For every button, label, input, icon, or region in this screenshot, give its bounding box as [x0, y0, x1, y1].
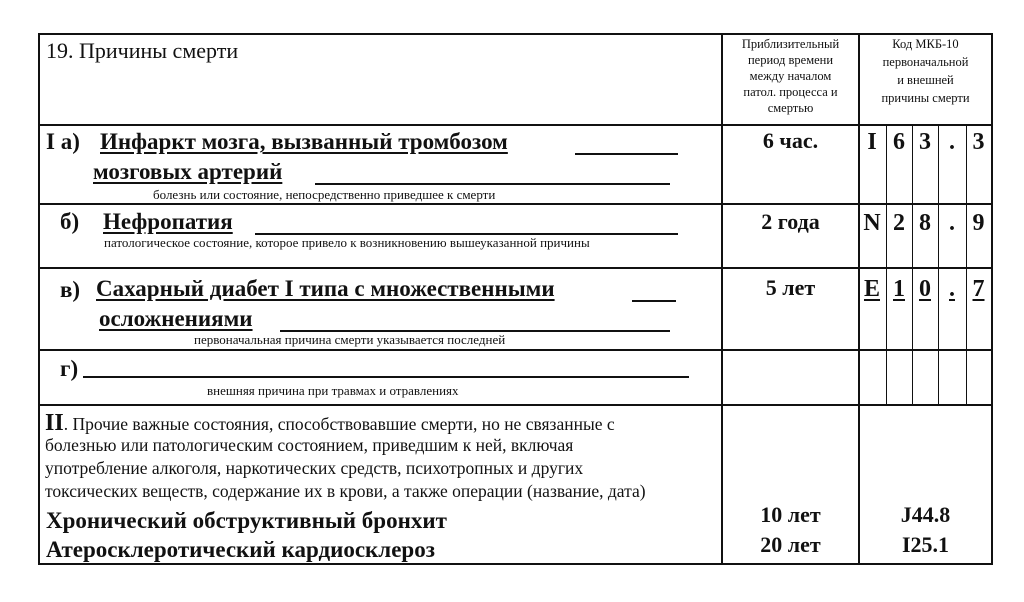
row-a-code-4: . — [949, 129, 955, 155]
table-border-left — [38, 33, 40, 565]
row-c-code-4: . — [949, 276, 955, 302]
row-divider — [38, 267, 993, 269]
row-a-period: 6 час. — [762, 128, 819, 153]
row-b-caption: патологическое состояние, которое привело к возникновению вышеуказанной причины — [104, 235, 590, 250]
section-2-diagnosis: Хронический обструктивный бронхит — [46, 508, 447, 533]
row-a-code-2: 6 — [893, 129, 905, 155]
row-a-code-5: 3 — [972, 129, 985, 155]
section-2-icd-code: I25.1 — [901, 532, 950, 557]
row-a-code-1: I — [867, 129, 877, 155]
section-2-roman: II — [45, 410, 64, 436]
fill-line — [632, 300, 676, 302]
fill-line — [315, 183, 670, 185]
row-a-diagnosis-line1: Инфаркт мозга, вызванный тромбозом — [100, 129, 508, 154]
section-2-desc-line3: употребление алкоголя, наркотических средств, психотропных и других — [45, 458, 584, 478]
code-cell-divider — [886, 124, 887, 405]
row-c-label: в) — [60, 277, 81, 302]
section-2-period: 10 лет — [760, 502, 821, 527]
row-b-code-4: . — [949, 210, 955, 236]
code-cell-divider — [966, 124, 967, 405]
row-c-period: 5 лет — [765, 275, 816, 300]
section-2-desc-line4: токсических веществ, содержание их в крови, а также операции (название, дата) — [45, 481, 646, 501]
table-border-right — [991, 33, 993, 565]
section-2-desc-line2: болезнью или патологическим состоянием, приведшим к ней, включая — [45, 435, 574, 455]
row-divider — [38, 124, 993, 126]
row-b-label: б) — [60, 209, 80, 234]
row-b-code-2: 2 — [893, 210, 905, 236]
row-d-fill-line — [83, 376, 689, 378]
row-c-diagnosis-line2: осложнениями — [99, 306, 253, 331]
row-a-label: I а) — [46, 129, 80, 154]
row-divider — [38, 349, 993, 351]
row-b-period: 2 года — [761, 209, 820, 234]
table-border-top — [38, 33, 993, 35]
period-column-header: Приблизительный период времени между началом патол. процесса и смертью — [741, 37, 840, 115]
row-d-caption: внешняя причина при травмах и отравлениях — [207, 383, 459, 398]
icd-code-column-header: Код МКБ-10 первоначальной и внешней причины смерти — [881, 37, 970, 105]
fill-line — [575, 153, 678, 155]
code-cell-divider — [938, 124, 939, 405]
row-divider — [38, 203, 993, 205]
code-cell-divider — [912, 124, 913, 405]
row-b-code-1: N — [863, 210, 881, 236]
row-c-code-5: 7 — [972, 276, 985, 302]
row-d-label: г) — [60, 356, 79, 381]
row-b-code-3: 8 — [919, 210, 931, 236]
row-divider — [38, 404, 993, 406]
table-border-bottom — [38, 563, 993, 565]
section-title: 19. Причины смерти — [46, 38, 239, 63]
row-c-code-2: 1 — [893, 276, 905, 302]
row-a-caption: болезнь или состояние, непосредственно приведшее к смерти — [153, 187, 496, 202]
section-2-desc-line1: II. Прочие важные состояния, способствовавшие смерти, но не связанные с — [45, 410, 615, 436]
row-c-code-3: 0 — [919, 276, 931, 302]
section-2-period: 20 лет — [760, 532, 821, 557]
row-b-code-5: 9 — [972, 210, 985, 236]
row-a-diagnosis-line2: мозговых артерий — [93, 159, 283, 184]
row-c-diagnosis-line1: Сахарный диабет I типа с множественными — [96, 276, 555, 301]
row-b-diagnosis: Нефропатия — [103, 209, 233, 234]
section-2-icd-code: J44.8 — [900, 502, 951, 527]
row-c-code-1: Е — [863, 276, 880, 302]
section-2-diagnosis: Атеросклеротический кардиосклероз — [46, 537, 435, 562]
row-a-code-3: 3 — [919, 129, 931, 155]
row-c-caption: первоначальная причина смерти указывается последней — [194, 332, 506, 347]
